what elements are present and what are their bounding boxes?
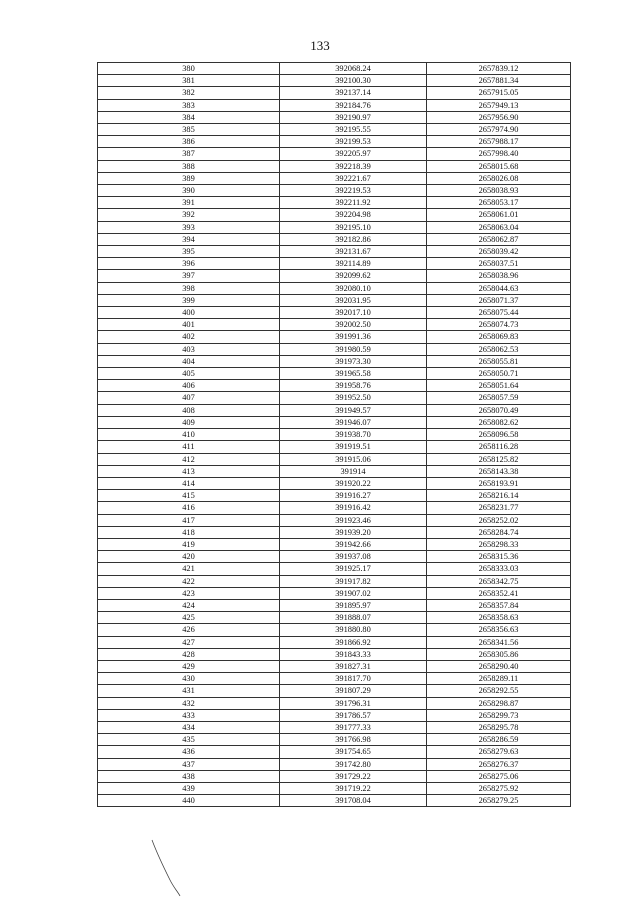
point-number-cell: 390 xyxy=(98,185,280,197)
point-number-cell: 400 xyxy=(98,307,280,319)
point-number-cell: 402 xyxy=(98,331,280,343)
point-number-cell: 426 xyxy=(98,624,280,636)
point-number-cell: 419 xyxy=(98,538,280,550)
table-row xyxy=(98,758,571,770)
point-number-cell: 406 xyxy=(98,380,280,392)
x-coordinate-cell: 392017.10 xyxy=(280,307,427,319)
coordinate-table xyxy=(97,62,571,807)
table-row xyxy=(98,795,571,807)
table-row xyxy=(98,563,571,575)
y-coordinate-cell: 2657974.90 xyxy=(427,124,571,136)
table-row xyxy=(98,111,571,123)
x-coordinate-cell: 392182.86 xyxy=(280,233,427,245)
y-coordinate-cell: 2658038.93 xyxy=(427,185,571,197)
table-row xyxy=(98,87,571,99)
x-coordinate-cell: 391925.17 xyxy=(280,563,427,575)
point-number-cell: 380 xyxy=(98,63,280,75)
y-coordinate-cell: 2657915.05 xyxy=(427,87,571,99)
x-coordinate-cell: 392219.53 xyxy=(280,185,427,197)
y-coordinate-cell: 2658298.87 xyxy=(427,697,571,709)
x-coordinate-cell: 391895.97 xyxy=(280,599,427,611)
table-body xyxy=(98,63,571,807)
y-coordinate-cell: 2658284.74 xyxy=(427,526,571,538)
y-coordinate-cell: 2658231.77 xyxy=(427,502,571,514)
table-row xyxy=(98,648,571,660)
table-row xyxy=(98,197,571,209)
x-coordinate-cell: 391880.80 xyxy=(280,624,427,636)
point-number-cell: 435 xyxy=(98,734,280,746)
x-coordinate-cell: 391888.07 xyxy=(280,612,427,624)
y-coordinate-cell: 2658053.17 xyxy=(427,197,571,209)
point-number-cell: 430 xyxy=(98,673,280,685)
x-coordinate-cell: 391952.50 xyxy=(280,392,427,404)
x-coordinate-cell: 391923.46 xyxy=(280,514,427,526)
table-row xyxy=(98,697,571,709)
point-number-cell: 415 xyxy=(98,490,280,502)
y-coordinate-cell: 2658289.11 xyxy=(427,673,571,685)
point-number-cell: 413 xyxy=(98,465,280,477)
table-row xyxy=(98,160,571,172)
y-coordinate-cell: 2658295.78 xyxy=(427,721,571,733)
y-coordinate-cell: 2657988.17 xyxy=(427,136,571,148)
x-coordinate-cell: 391939.20 xyxy=(280,526,427,538)
y-coordinate-cell: 2657956.90 xyxy=(427,111,571,123)
point-number-cell: 398 xyxy=(98,282,280,294)
point-number-cell: 401 xyxy=(98,319,280,331)
y-coordinate-cell: 2658062.53 xyxy=(427,343,571,355)
point-number-cell: 395 xyxy=(98,246,280,258)
y-coordinate-cell: 2658026.08 xyxy=(427,172,571,184)
x-coordinate-cell: 392195.55 xyxy=(280,124,427,136)
x-coordinate-cell: 391991.36 xyxy=(280,331,427,343)
x-coordinate-cell: 392211.92 xyxy=(280,197,427,209)
point-number-cell: 391 xyxy=(98,197,280,209)
point-number-cell: 407 xyxy=(98,392,280,404)
point-number-cell: 396 xyxy=(98,258,280,270)
table-row xyxy=(98,514,571,526)
y-coordinate-cell: 2658279.63 xyxy=(427,746,571,758)
y-coordinate-cell: 2658082.62 xyxy=(427,416,571,428)
y-coordinate-cell: 2657949.13 xyxy=(427,99,571,111)
y-coordinate-cell: 2658063.04 xyxy=(427,221,571,233)
point-number-cell: 388 xyxy=(98,160,280,172)
table-row xyxy=(98,770,571,782)
point-number-cell: 384 xyxy=(98,111,280,123)
point-number-cell: 392 xyxy=(98,209,280,221)
x-coordinate-cell: 391973.30 xyxy=(280,355,427,367)
table-row xyxy=(98,392,571,404)
point-number-cell: 397 xyxy=(98,270,280,282)
x-coordinate-cell: 391937.08 xyxy=(280,551,427,563)
x-coordinate-cell: 391938.70 xyxy=(280,429,427,441)
x-coordinate-cell: 392031.95 xyxy=(280,294,427,306)
x-coordinate-cell: 392204.98 xyxy=(280,209,427,221)
page-number: 133 xyxy=(310,38,330,53)
x-coordinate-cell: 391907.02 xyxy=(280,587,427,599)
x-coordinate-cell: 391965.58 xyxy=(280,368,427,380)
y-coordinate-cell: 2658342.75 xyxy=(427,575,571,587)
point-number-cell: 385 xyxy=(98,124,280,136)
x-coordinate-cell: 391980.59 xyxy=(280,343,427,355)
point-number-cell: 382 xyxy=(98,87,280,99)
point-number-cell: 409 xyxy=(98,416,280,428)
point-number-cell: 429 xyxy=(98,660,280,672)
table-row xyxy=(98,331,571,343)
table-row xyxy=(98,709,571,721)
point-number-cell: 424 xyxy=(98,599,280,611)
table-row xyxy=(98,343,571,355)
table-row xyxy=(98,368,571,380)
x-coordinate-cell: 391817.70 xyxy=(280,673,427,685)
table-row xyxy=(98,416,571,428)
y-coordinate-cell: 2658216.14 xyxy=(427,490,571,502)
table-row xyxy=(98,294,571,306)
table-row xyxy=(98,319,571,331)
x-coordinate-cell: 392199.53 xyxy=(280,136,427,148)
point-number-cell: 405 xyxy=(98,368,280,380)
x-coordinate-cell: 391729.22 xyxy=(280,770,427,782)
point-number-cell: 418 xyxy=(98,526,280,538)
x-coordinate-cell: 392218.39 xyxy=(280,160,427,172)
point-number-cell: 414 xyxy=(98,477,280,489)
table-row xyxy=(98,221,571,233)
y-coordinate-cell: 2658356.63 xyxy=(427,624,571,636)
table-row xyxy=(98,209,571,221)
point-number-cell: 383 xyxy=(98,99,280,111)
table-row xyxy=(98,270,571,282)
point-number-cell: 417 xyxy=(98,514,280,526)
table-row xyxy=(98,673,571,685)
table-row xyxy=(98,172,571,184)
table-row xyxy=(98,624,571,636)
point-number-cell: 389 xyxy=(98,172,280,184)
y-coordinate-cell: 2658125.82 xyxy=(427,453,571,465)
x-coordinate-cell: 392184.76 xyxy=(280,99,427,111)
table-row xyxy=(98,136,571,148)
point-number-cell: 411 xyxy=(98,441,280,453)
x-coordinate-cell: 391807.29 xyxy=(280,685,427,697)
point-number-cell: 423 xyxy=(98,587,280,599)
table-row xyxy=(98,575,571,587)
x-coordinate-cell: 392100.30 xyxy=(280,75,427,87)
y-coordinate-cell: 2658015.68 xyxy=(427,160,571,172)
x-coordinate-cell: 391742.80 xyxy=(280,758,427,770)
y-coordinate-cell: 2658276.37 xyxy=(427,758,571,770)
y-coordinate-cell: 2657839.12 xyxy=(427,63,571,75)
x-coordinate-cell: 392190.97 xyxy=(280,111,427,123)
y-coordinate-cell: 2658315.36 xyxy=(427,551,571,563)
x-coordinate-cell: 392080.10 xyxy=(280,282,427,294)
x-coordinate-cell: 391946.07 xyxy=(280,416,427,428)
point-number-cell: 432 xyxy=(98,697,280,709)
x-coordinate-cell: 392114.89 xyxy=(280,258,427,270)
y-coordinate-cell: 2658299.73 xyxy=(427,709,571,721)
y-coordinate-cell: 2658357.84 xyxy=(427,599,571,611)
table-row xyxy=(98,307,571,319)
table-row xyxy=(98,465,571,477)
point-number-cell: 386 xyxy=(98,136,280,148)
x-coordinate-cell: 391827.31 xyxy=(280,660,427,672)
table-row xyxy=(98,551,571,563)
table-row xyxy=(98,233,571,245)
table-row xyxy=(98,734,571,746)
x-coordinate-cell: 392221.67 xyxy=(280,172,427,184)
table-row xyxy=(98,404,571,416)
x-coordinate-cell: 391942.66 xyxy=(280,538,427,550)
table-row xyxy=(98,477,571,489)
x-coordinate-cell: 391958.76 xyxy=(280,380,427,392)
point-number-cell: 439 xyxy=(98,782,280,794)
table-row xyxy=(98,612,571,624)
y-coordinate-cell: 2658069.83 xyxy=(427,331,571,343)
table-row xyxy=(98,587,571,599)
table-row xyxy=(98,599,571,611)
point-number-cell: 381 xyxy=(98,75,280,87)
y-coordinate-cell: 2658279.25 xyxy=(427,795,571,807)
table-row xyxy=(98,99,571,111)
y-coordinate-cell: 2658333.03 xyxy=(427,563,571,575)
point-number-cell: 433 xyxy=(98,709,280,721)
point-number-cell: 412 xyxy=(98,453,280,465)
y-coordinate-cell: 2658061.01 xyxy=(427,209,571,221)
table-row xyxy=(98,453,571,465)
point-number-cell: 436 xyxy=(98,746,280,758)
point-number-cell: 431 xyxy=(98,685,280,697)
y-coordinate-cell: 2658193.91 xyxy=(427,477,571,489)
x-coordinate-cell: 391915.06 xyxy=(280,453,427,465)
y-coordinate-cell: 2658051.64 xyxy=(427,380,571,392)
point-number-cell: 410 xyxy=(98,429,280,441)
x-coordinate-cell: 391916.27 xyxy=(280,490,427,502)
point-number-cell: 437 xyxy=(98,758,280,770)
table-row xyxy=(98,282,571,294)
y-coordinate-cell: 2658298.33 xyxy=(427,538,571,550)
y-coordinate-cell: 2658062.87 xyxy=(427,233,571,245)
point-number-cell: 440 xyxy=(98,795,280,807)
x-coordinate-cell: 391917.82 xyxy=(280,575,427,587)
table-row xyxy=(98,636,571,648)
table-row xyxy=(98,148,571,160)
y-coordinate-cell: 2658070.49 xyxy=(427,404,571,416)
table-row xyxy=(98,258,571,270)
point-number-cell: 422 xyxy=(98,575,280,587)
y-coordinate-cell: 2658075.44 xyxy=(427,307,571,319)
y-coordinate-cell: 2658096.58 xyxy=(427,429,571,441)
point-number-cell: 425 xyxy=(98,612,280,624)
y-coordinate-cell: 2658252.02 xyxy=(427,514,571,526)
point-number-cell: 438 xyxy=(98,770,280,782)
y-coordinate-cell: 2658292.55 xyxy=(427,685,571,697)
y-coordinate-cell: 2658071.37 xyxy=(427,294,571,306)
x-coordinate-cell: 391914 xyxy=(280,465,427,477)
x-coordinate-cell: 391919.51 xyxy=(280,441,427,453)
table-row xyxy=(98,185,571,197)
x-coordinate-cell: 392002.50 xyxy=(280,319,427,331)
point-number-cell: 404 xyxy=(98,355,280,367)
table-row xyxy=(98,246,571,258)
x-coordinate-cell: 391708.04 xyxy=(280,795,427,807)
table-row xyxy=(98,490,571,502)
y-coordinate-cell: 2658039.42 xyxy=(427,246,571,258)
table-row xyxy=(98,538,571,550)
x-coordinate-cell: 392068.24 xyxy=(280,63,427,75)
x-coordinate-cell: 391866.92 xyxy=(280,636,427,648)
table-row xyxy=(98,355,571,367)
pen-stroke-mark xyxy=(148,838,188,898)
y-coordinate-cell: 2658286.59 xyxy=(427,734,571,746)
y-coordinate-cell: 2658074.73 xyxy=(427,319,571,331)
point-number-cell: 421 xyxy=(98,563,280,575)
y-coordinate-cell: 2658358.63 xyxy=(427,612,571,624)
point-number-cell: 428 xyxy=(98,648,280,660)
x-coordinate-cell: 392137.14 xyxy=(280,87,427,99)
point-number-cell: 420 xyxy=(98,551,280,563)
table-row xyxy=(98,124,571,136)
point-number-cell: 403 xyxy=(98,343,280,355)
y-coordinate-cell: 2657998.40 xyxy=(427,148,571,160)
y-coordinate-cell: 2658057.59 xyxy=(427,392,571,404)
table-row xyxy=(98,782,571,794)
table-row xyxy=(98,721,571,733)
point-number-cell: 394 xyxy=(98,233,280,245)
table-row xyxy=(98,429,571,441)
point-number-cell: 408 xyxy=(98,404,280,416)
table-row xyxy=(98,526,571,538)
table-row xyxy=(98,502,571,514)
y-coordinate-cell: 2658341.56 xyxy=(427,636,571,648)
x-coordinate-cell: 391766.98 xyxy=(280,734,427,746)
y-coordinate-cell: 2658037.51 xyxy=(427,258,571,270)
point-number-cell: 387 xyxy=(98,148,280,160)
x-coordinate-cell: 391754.65 xyxy=(280,746,427,758)
table-row xyxy=(98,380,571,392)
x-coordinate-cell: 392205.97 xyxy=(280,148,427,160)
x-coordinate-cell: 391719.22 xyxy=(280,782,427,794)
table-row xyxy=(98,746,571,758)
y-coordinate-cell: 2658050.71 xyxy=(427,368,571,380)
y-coordinate-cell: 2657881.34 xyxy=(427,75,571,87)
table-row xyxy=(98,441,571,453)
x-coordinate-cell: 391786.57 xyxy=(280,709,427,721)
x-coordinate-cell: 392099.62 xyxy=(280,270,427,282)
table-row xyxy=(98,660,571,672)
point-number-cell: 399 xyxy=(98,294,280,306)
x-coordinate-cell: 391920.22 xyxy=(280,477,427,489)
y-coordinate-cell: 2658352.41 xyxy=(427,587,571,599)
x-coordinate-cell: 391796.31 xyxy=(280,697,427,709)
point-number-cell: 434 xyxy=(98,721,280,733)
x-coordinate-cell: 391916.42 xyxy=(280,502,427,514)
y-coordinate-cell: 2658038.96 xyxy=(427,270,571,282)
x-coordinate-cell: 392131.67 xyxy=(280,246,427,258)
x-coordinate-cell: 391843.33 xyxy=(280,648,427,660)
y-coordinate-cell: 2658290.40 xyxy=(427,660,571,672)
y-coordinate-cell: 2658055.81 xyxy=(427,355,571,367)
y-coordinate-cell: 2658275.06 xyxy=(427,770,571,782)
x-coordinate-cell: 391777.33 xyxy=(280,721,427,733)
y-coordinate-cell: 2658305.86 xyxy=(427,648,571,660)
y-coordinate-cell: 2658044.63 xyxy=(427,282,571,294)
y-coordinate-cell: 2658116.28 xyxy=(427,441,571,453)
y-coordinate-cell: 2658275.92 xyxy=(427,782,571,794)
table-row xyxy=(98,75,571,87)
table-row xyxy=(98,685,571,697)
x-coordinate-cell: 392195.10 xyxy=(280,221,427,233)
x-coordinate-cell: 391949.57 xyxy=(280,404,427,416)
point-number-cell: 427 xyxy=(98,636,280,648)
y-coordinate-cell: 2658143.38 xyxy=(427,465,571,477)
point-number-cell: 393 xyxy=(98,221,280,233)
table-row xyxy=(98,63,571,75)
point-number-cell: 416 xyxy=(98,502,280,514)
